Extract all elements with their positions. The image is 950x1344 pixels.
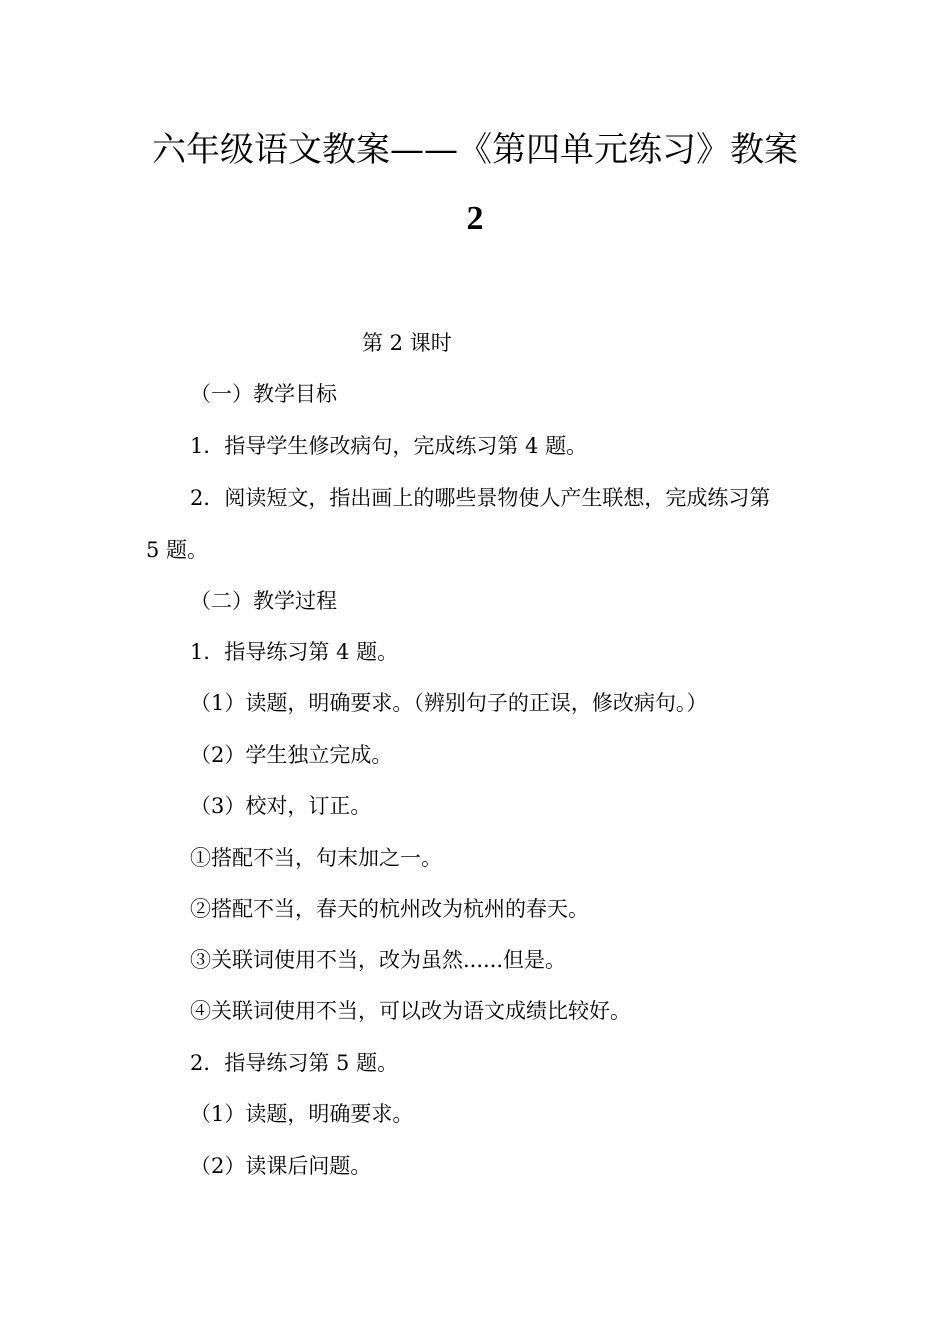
goal-item-1: 1．指导学生修改病句，完成练习第 4 题。 (190, 434, 588, 458)
process-step-1-substep-3: （3）校对，订正。 (190, 794, 372, 818)
goal-item-2: 2．阅读短文，指出画上的哪些景物使人产生联想，完成练习第 (190, 486, 771, 510)
correction-item-3: ③关联词使用不当，改为虽然......但是。 (190, 948, 567, 972)
section-heading-process: （二）教学过程 (190, 589, 337, 613)
document-title: 六年级语文教案——《第四单元练习》教案 (152, 130, 798, 170)
section-heading-goals: （一）教学目标 (190, 382, 337, 406)
lesson-label: 第 2 课时 (362, 331, 452, 355)
process-step-2-substep-1: （1）读题，明确要求。 (190, 1102, 414, 1126)
process-step-1-substep-1: （1）读题，明确要求。（辨别句子的正误，修改病句。） (190, 691, 708, 715)
process-step-1: 1．指导练习第 4 题。 (190, 640, 399, 664)
document-title-continued: 2 (466, 200, 484, 237)
correction-item-1: ①搭配不当，句末加之一。 (190, 846, 442, 870)
process-step-2: 2．指导练习第 5 题。 (190, 1051, 399, 1075)
process-step-1-substep-2: （2）学生独立完成。 (190, 743, 393, 767)
correction-item-4: ④关联词使用不当，可以改为语文成绩比较好。 (190, 999, 631, 1023)
goal-item-2-continued: 5 题。 (146, 538, 209, 562)
process-step-2-substep-2: （2）读课后问题。 (190, 1154, 372, 1178)
correction-item-2: ②搭配不当，春天的杭州改为杭州的春天。 (190, 897, 589, 921)
